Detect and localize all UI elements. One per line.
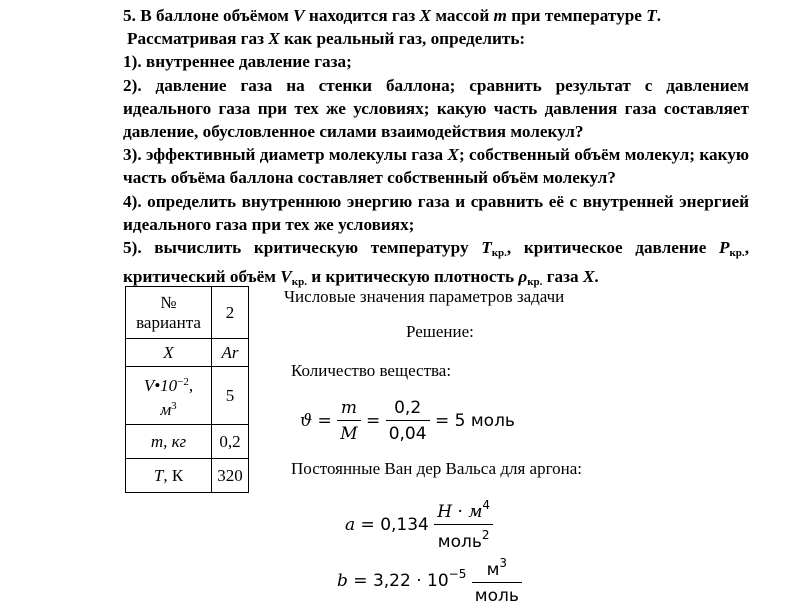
equation-a: a = 0,134 $\frac{Н \cdot м^4}{моль^2}$ (345, 498, 493, 552)
gas-value: Ar (212, 339, 249, 367)
table-row (126, 425, 249, 459)
problem-item-1: 1). внутреннее давление газа; (123, 52, 352, 72)
equation-b: $b = 3,22 \cdot 10^{-5}$ $\frac{м^3}{\text{моль}}$ (337, 556, 522, 606)
fraction-values: $\frac{0,2}{0,04}$ (386, 398, 430, 444)
table-row (126, 459, 249, 493)
fraction-a-units: $\frac{Н \cdot м^4}{моль^2}$ (434, 498, 493, 552)
problem-item-4: 4). определить внутреннюю энергию газа и сравнить её с внутренней энергией идеального газа при тех же условиях; (123, 191, 749, 234)
variant-value: 2 (212, 287, 249, 339)
parameters-table (125, 286, 249, 493)
table-row (126, 287, 249, 339)
problem-statement (123, 4, 749, 294)
table-row (126, 367, 249, 425)
problem-item-5: 5). вычислить критическую температуру $T_{кр.}$, критическое давление $P_{кр.}$, критический объём $V_{кр.}$ и критическую плотность $\rho_{кр.}$ газа X. (123, 238, 749, 289)
amount-label: Количество вещества: (291, 361, 452, 380)
gas-label: X (126, 339, 212, 367)
mass-value: 0,2 (212, 425, 249, 459)
equation-amount: ϑ = $\frac{m}{M}$ = $\frac{0,2}{0,04}$ = 5 моль (300, 398, 515, 444)
fraction-m-over-M: $\frac{m}{M}$ (337, 398, 360, 444)
vdw-label: Постоянные Ван дер Вальса для аргона: (291, 459, 583, 478)
solution-heading: Решение: (406, 322, 474, 341)
params-caption: Числовые значения параметров задачи (284, 287, 565, 306)
volume-label: $V•10^{-2}$, $м^3$ (126, 367, 212, 425)
fraction-b-units: $\frac{м^3}{\text{моль}}$ (472, 556, 522, 606)
problem-line-1: 5. В баллоне объёмом V находится газ X массой m при температуре T. (123, 6, 661, 25)
temperature-label: T, К (126, 459, 212, 493)
problem-item-3: 3). эффективный диаметр молекулы газа X; собственный объём молекул; какую часть объёма баллона составляет собственный объём молекул? (123, 145, 749, 188)
temperature-value: 320 (212, 459, 249, 493)
table-row (126, 339, 249, 367)
variant-label: № варианта (126, 287, 212, 339)
problem-item-2: 2). давление газа на стенки баллона; сравнить результат с давлением идеального газа при тех же условиях; какую часть давления газа составляет давление, обусловленное силами взаимодействия молекул? (123, 75, 749, 142)
mass-label: m, кг (126, 425, 212, 459)
volume-value: 5 (212, 367, 249, 425)
problem-line-2: Рассматривая газ X как реальный газ, определить: (127, 29, 526, 49)
